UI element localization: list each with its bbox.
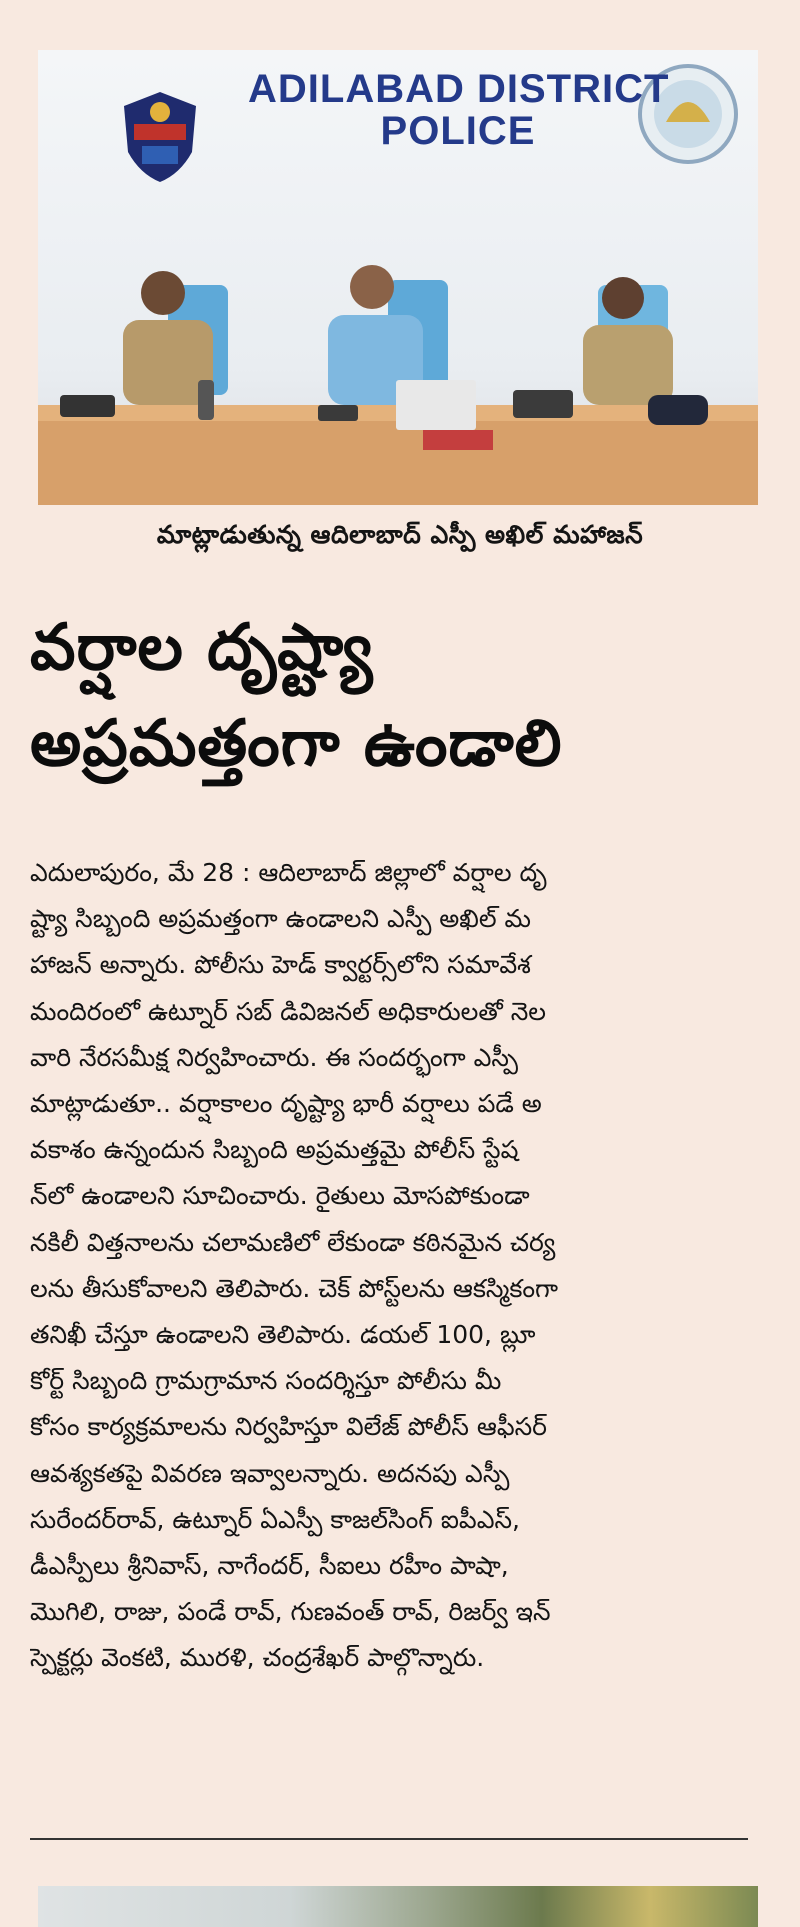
article-line: ఎదులాపురం, మే 28 : ఆదిలాబాద్ జిల్లాలో వర్షాల దృ: [30, 858, 547, 887]
article-line: హాజన్ అన్నారు. పోలీసు హెడ్ క్వార్టర్స్‌లోని సమావేశ: [30, 950, 531, 980]
article-line: వారి నేరసమీక్ష నిర్వహించారు. ఈ సందర్భంగా ఎస్పీ: [30, 1042, 519, 1072]
banner-line-2: POLICE: [380, 109, 536, 153]
headline: [30, 600, 770, 792]
news-photo: [38, 50, 758, 505]
article-line: ష్ట్యా సిబ్బంది అప్రమత్తంగా ఉండాలని ఎస్పీ అఖిల్ మ: [30, 904, 532, 934]
section-divider: [30, 1838, 748, 1840]
article-body: [30, 850, 755, 1682]
banner-line-1: ADILABAD DISTRICT: [248, 67, 670, 111]
article-line: కోర్ట్ సిబ్బంది గ్రామగ్రామాన సందర్శిస్తూ పోలీసు మీ: [30, 1366, 502, 1396]
article-line: ఆవశ్యకతపై వివరణ ఇవ్వాలన్నారు. అదనపు ఎస్పీ: [30, 1458, 510, 1488]
headline-line-2: అప్రమత్తంగా ఉండాలి: [30, 707, 563, 781]
article-line: లను తీసుకోవాలని తెలిపారు. చెక్ పోస్ట్‌లను ఆకస్మికంగా: [30, 1273, 559, 1303]
article-line: స్పెక్టర్లు వెంకటి, మురళి, చంద్రశేఖర్ పాల్గొన్నారు.: [30, 1643, 485, 1673]
article-line: వకాశం ఉన్నందున సిబ్బంది అప్రమత్తమై పోలీస్ స్టేష: [30, 1135, 519, 1165]
article-line: మాట్లాడుతూ.. వర్షాకాలం దృష్ట్యా భారీ వర్షాలు పడే అ: [30, 1089, 542, 1119]
article-line: న్‌లో ఉండాలని సూచించారు. రైతులు మోసపోకుండా: [30, 1181, 530, 1211]
telangana-police-emblem-icon: [120, 90, 200, 184]
next-article-photo: [38, 1886, 758, 1927]
banner-title: [248, 68, 668, 152]
headline-line-1: వర్షాల దృష్ట్యా: [30, 611, 374, 685]
article-line: మొగిలి, రాజు, పండే రావ్, గుణవంత్ రావ్, రిజర్వ్ ఇన్: [30, 1597, 551, 1627]
article-line: కోసం కార్యక్రమాలను నిర్వహిస్తూ విలేజ్ పోలీస్ ఆఫీసర్: [30, 1412, 547, 1442]
photo-caption: మాట్లాడుతున్న ఆదిలాబాద్ ఎస్పీ అఖిల్ మహాజన్: [156, 520, 644, 549]
article-line: నకిలీ విత్తనాలను చలామణిలో లేకుండా కఠినమైన చర్య: [30, 1227, 556, 1257]
article-line: సురేందర్‌రావ్, ఉట్నూర్ ఏఎస్పీ కాజల్‌సింగ్ ఐపీఎస్,: [30, 1504, 520, 1534]
article-line: తనిఖీ చేస్తూ ఉండాలని తెలిపారు. డయల్ 100, బ్లూ: [30, 1320, 536, 1350]
article-line: మందిరంలో ఉట్నూర్ సబ్ డివిజనల్ అధికారులతో నెల: [30, 996, 546, 1026]
article-line: డీఎస్పీలు శ్రీనివాస్, నాగేందర్, సీఐలు రహీం పాషా,: [30, 1551, 509, 1581]
